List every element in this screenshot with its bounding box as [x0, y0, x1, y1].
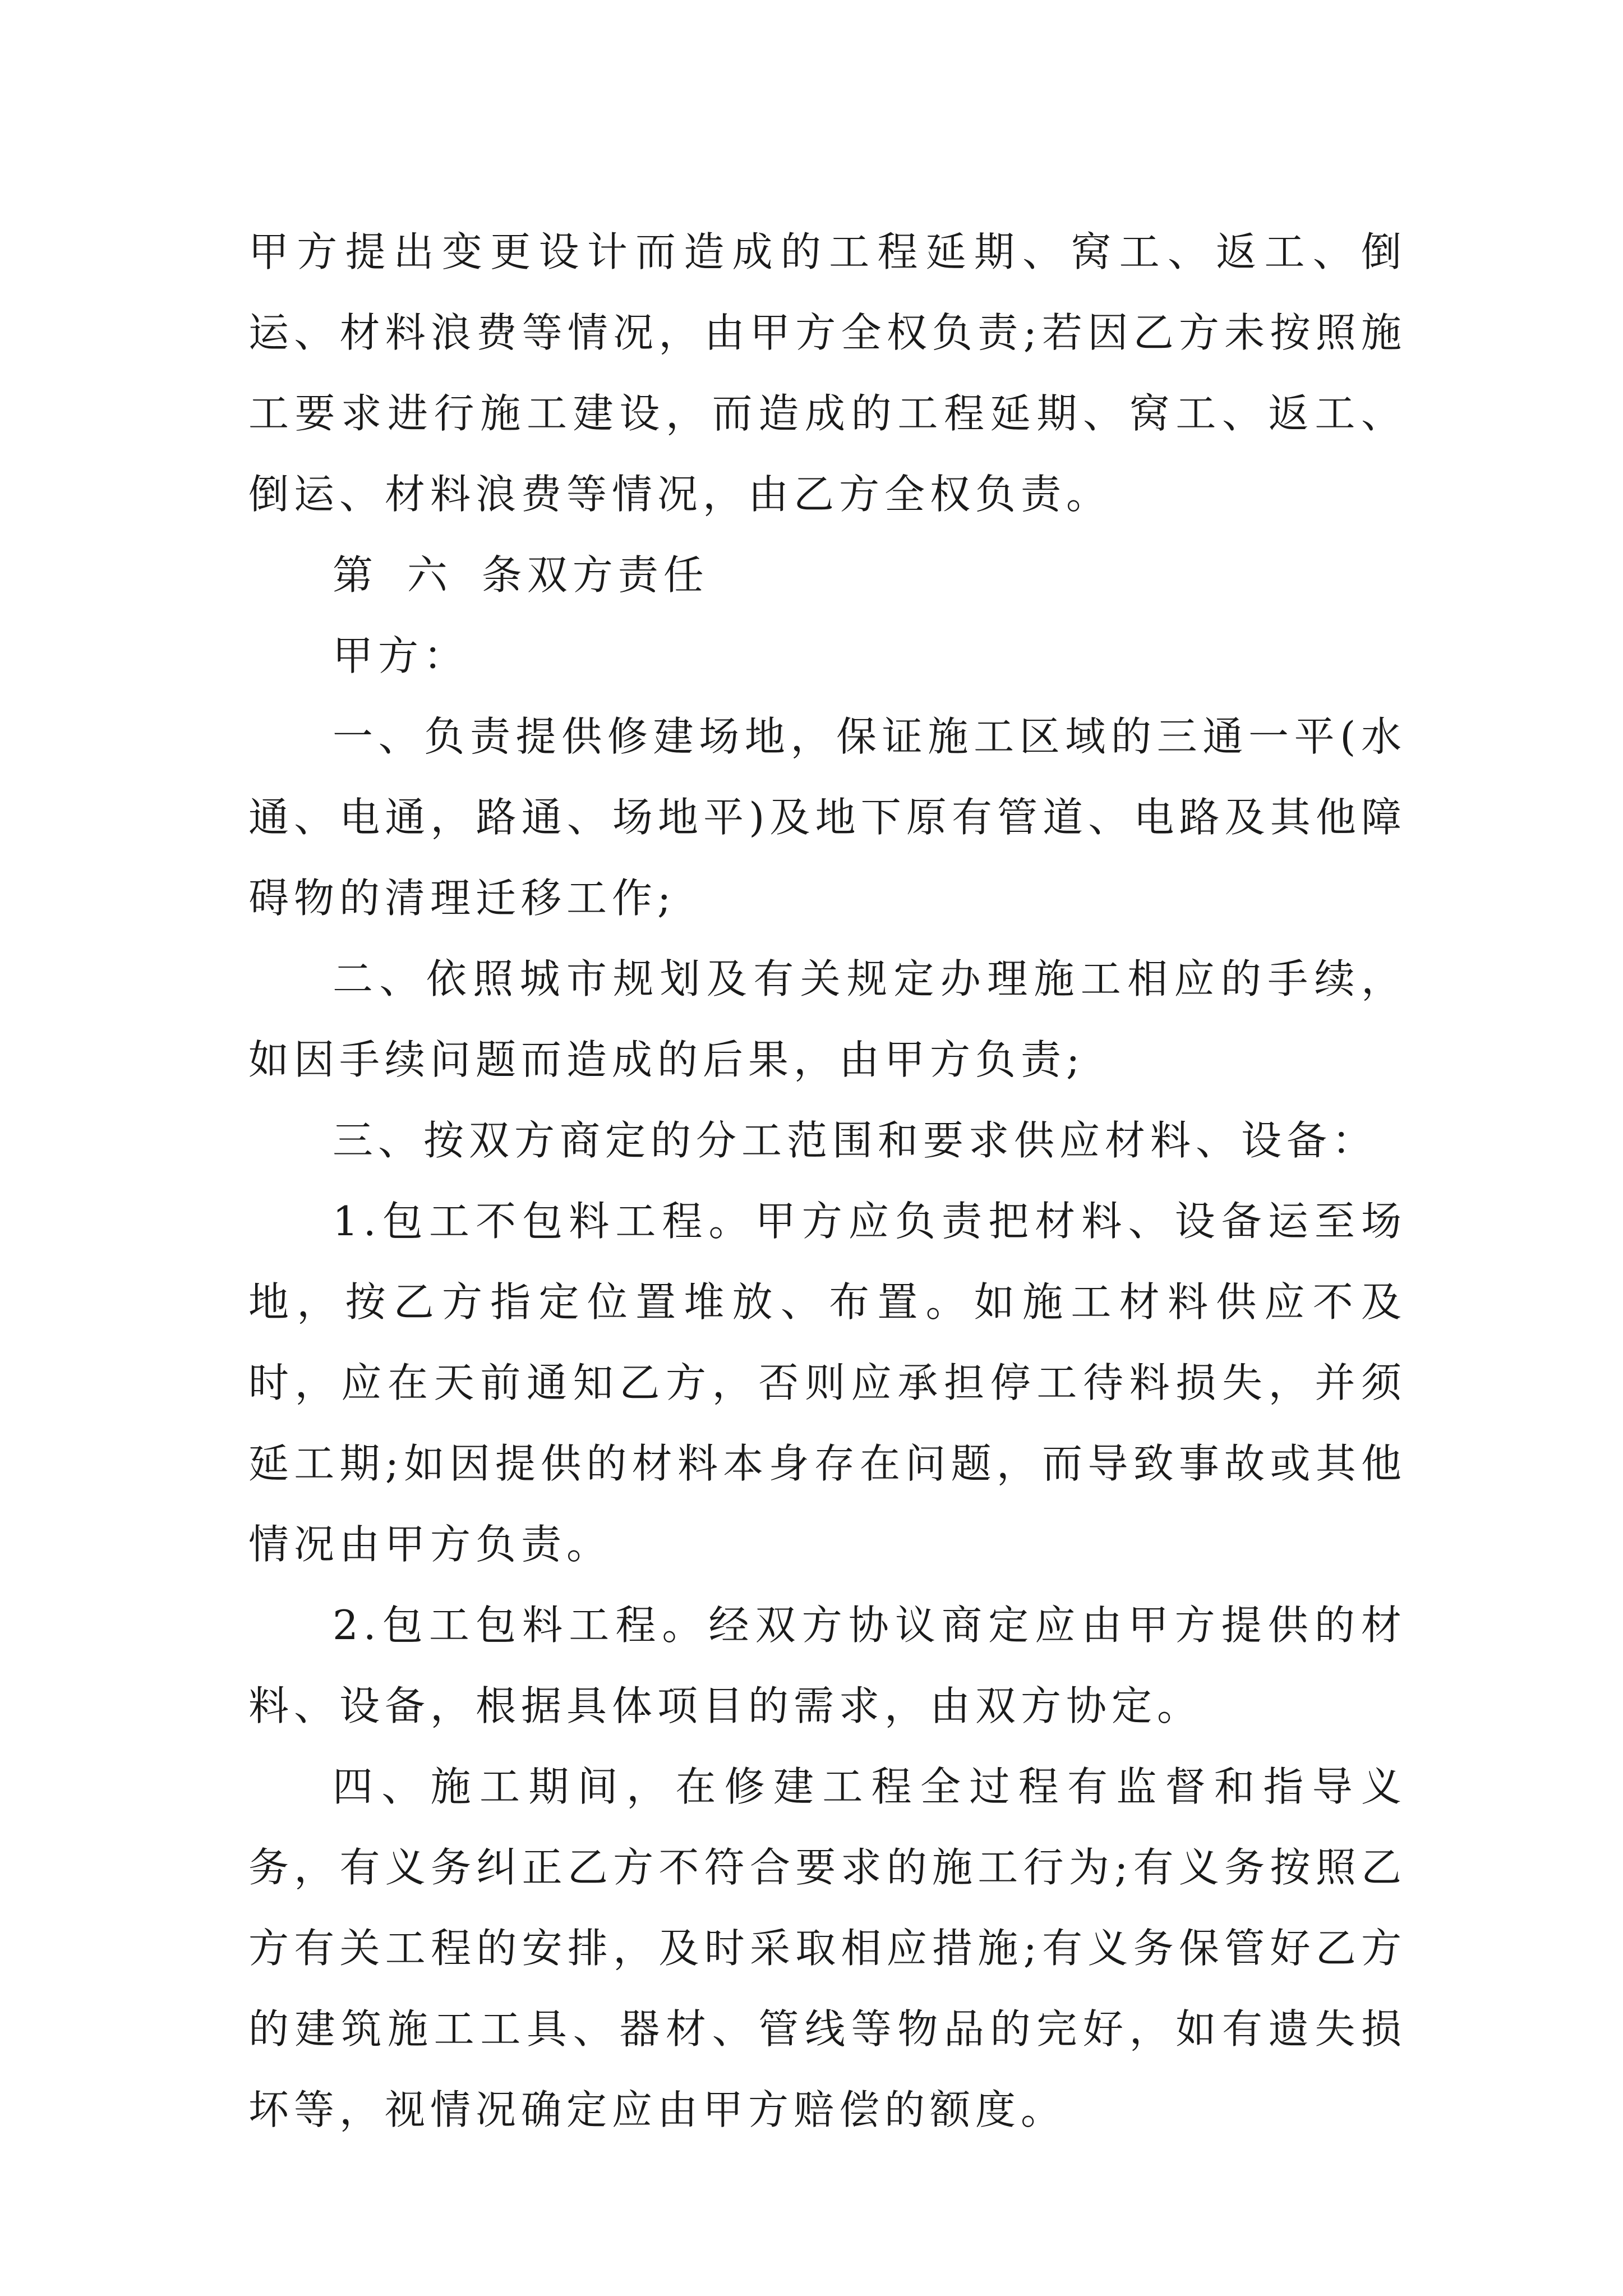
document-body: [248, 211, 1407, 2150]
clause-three-item-2: 2.包工包料工程。经双方协议商定应由甲方提供的材料、设备，根据具体项目的需求，由双方协定。: [248, 1602, 1407, 1729]
paragraph-continuation: 甲方提出变更设计而造成的工程延期、窝工、返工、倒运、材料浪费等情况，由甲方全权负责;若因乙方未按照施工要求进行施工建设，而造成的工程延期、窝工、返工、倒运、材料浪费等情况，由乙方全权负责。: [248, 228, 1407, 518]
clause-three-item-1: 1.包工不包料工程。甲方应负责把材料、设备运至场地，按乙方指定位置堆放、布置。如施工材料供应不及时，应在天前通知乙方，否则应承担停工待料损失，并须延工期;如因提供的材料本身存在问题，而导致事故或其他情况由甲方负责。: [248, 1198, 1407, 1568]
party-a-label: 甲方：: [333, 632, 469, 679]
clause-two: 二、依照城市规划及有关规定办理施工相应的手续，如因手续问题而造成的后果，由甲方负责;: [248, 955, 1407, 1083]
clause-three: 三、按双方商定的分工范围和要求供应材料、设备：: [333, 1117, 1378, 1164]
clause-four: 四、施工期间，在修建工程全过程有监督和指导义务，有义务纠正乙方不符合要求的施工行为;有义务按照乙方有关工程的安排，及时采取相应措施;有义务保管好乙方的建筑施工工具、器材、管线等物品的完好，如有遗失损坏等，视情况确定应由甲方赔偿的额度。: [248, 1763, 1407, 2133]
clause-one: 一、负责提供修建场地，保证施工区域的三通一平(水通、电通，路通、场地平)及地下原有管道、电路及其他障碍物的清理迁移工作;: [248, 713, 1407, 922]
article-heading: 第 六 条双方责任: [333, 551, 709, 599]
